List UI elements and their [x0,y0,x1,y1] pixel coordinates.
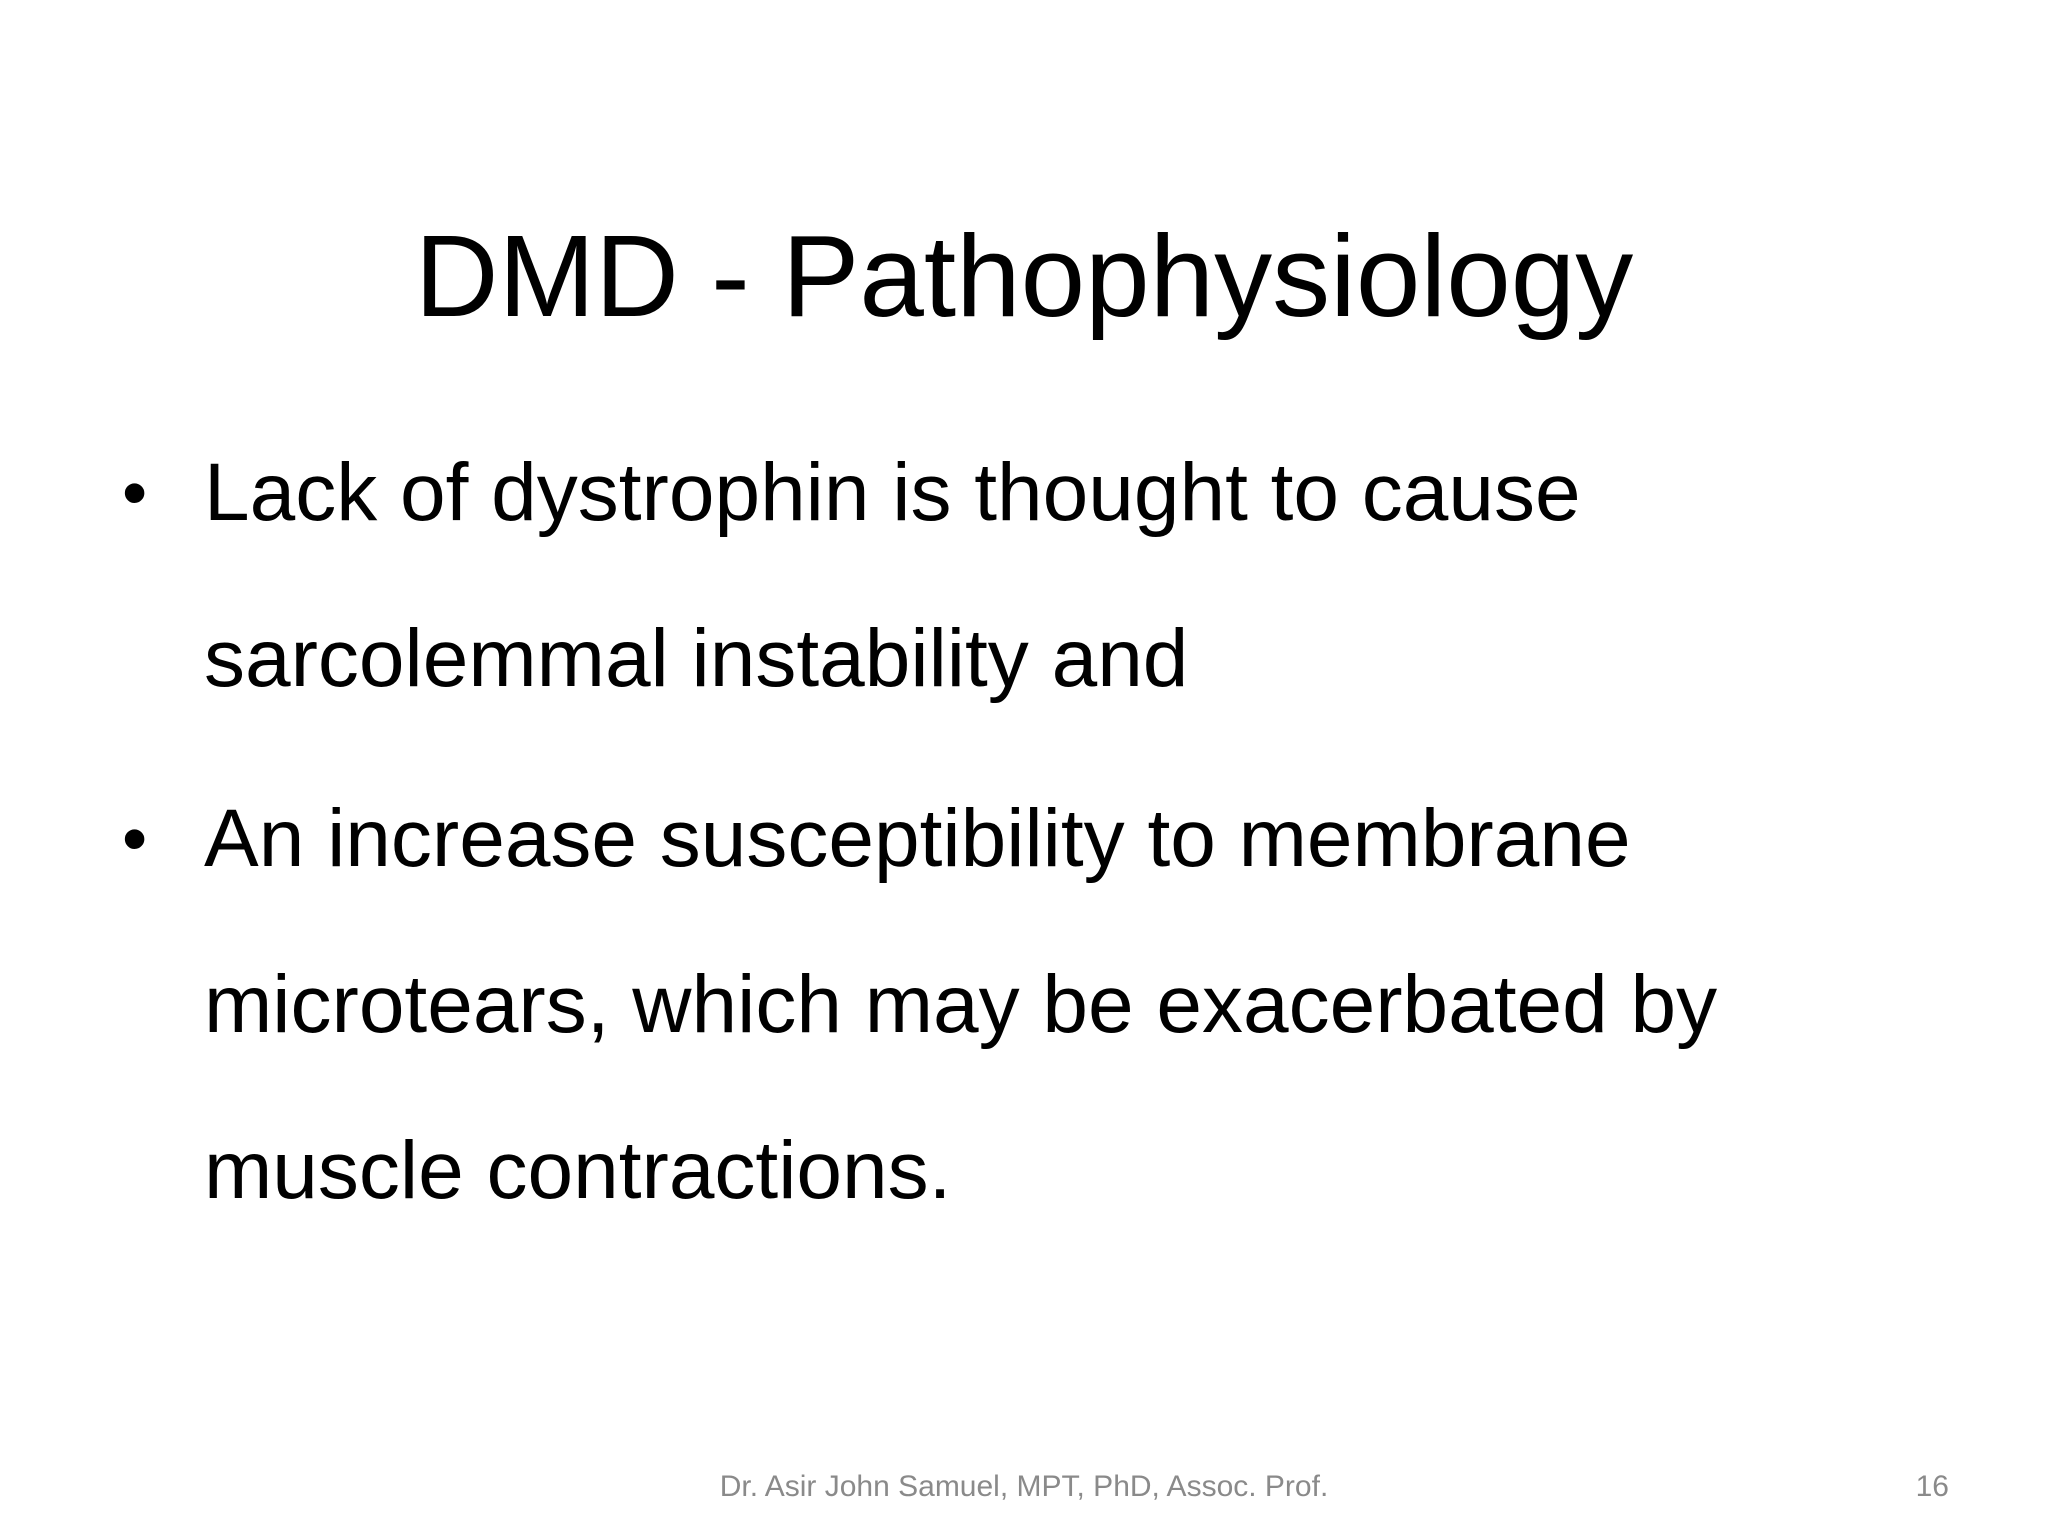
bullet-dot-icon: • [122,453,148,533]
bullet-item [120,410,1960,742]
bullet-text: An increase susceptibility to membrane microtears, which may be exacerbated by muscle contractions. [204,793,1718,1216]
bullet-item [120,756,1960,1254]
bullet-list [120,410,1960,1254]
slide-footer: Dr. Asir John Samuel, MPT, PhD, Assoc. Prof. [719,1470,1329,1503]
bullet-text: Lack of dystrophin is thought to cause sarcolemmal instability and [204,447,1581,704]
slide-title: DMD - Pathophysiology [414,210,1634,341]
bullet-dot-icon: • [122,799,148,879]
slide-number: 16 [1915,1470,1949,1503]
